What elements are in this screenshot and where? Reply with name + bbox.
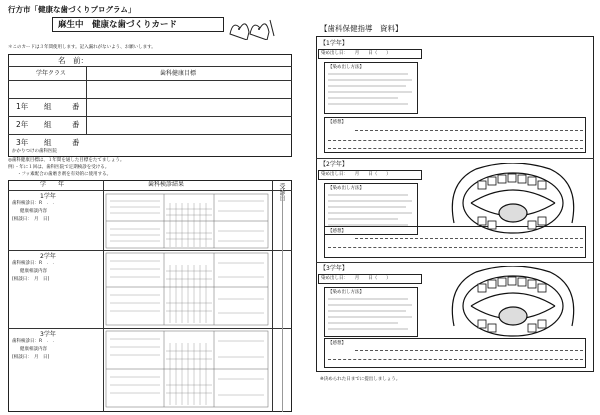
advice-date-2: [相談日： 月 日] bbox=[12, 277, 50, 282]
mouth-diagram-2 bbox=[436, 163, 590, 235]
row-year-2: 2年 bbox=[16, 120, 29, 129]
row-year-1: 1年 bbox=[16, 102, 29, 111]
mouth-diagram-1 bbox=[328, 299, 412, 329]
dye-date-3: 染め出し日： 月 日（ ） bbox=[321, 276, 391, 281]
dye-method-2: 【染め出し方法】 bbox=[328, 186, 364, 191]
exam-date-1: 歯科検診日：R . . bbox=[12, 201, 54, 206]
feedback-box-3 bbox=[324, 338, 586, 368]
row-kumi-3: 組 bbox=[44, 138, 52, 147]
exam-date-3: 歯科検診日：R . . bbox=[12, 339, 54, 344]
card-title-box bbox=[52, 17, 224, 32]
goal-label: 歯科健康目標 bbox=[160, 70, 197, 77]
section-year-2: 【2学年】 bbox=[320, 161, 348, 168]
year-block-label-2: 2学年 bbox=[40, 253, 56, 260]
row-ban-1: 番 bbox=[72, 102, 80, 111]
year-block-label-3: 3学年 bbox=[40, 331, 56, 338]
dye-date-box-3 bbox=[318, 274, 422, 284]
program-title: 行方市「健康な歯づくりプログラム」 bbox=[8, 5, 136, 14]
exam-date-2: 歯科検診日：R . . bbox=[12, 261, 54, 266]
section-year-1: 【1学年】 bbox=[320, 40, 348, 47]
advice-label-2: 健康相談内容 bbox=[20, 269, 47, 274]
instruction-1: ◎歯科健康目標は、１年間を通した目標をたてましょう。 bbox=[8, 158, 125, 163]
method-lines-1 bbox=[326, 72, 418, 112]
usage-note: ＊このカードは３年間使用します。記入漏れがないよう、お願いします。 bbox=[8, 45, 156, 50]
advice-date-1: [相談日： 月 日] bbox=[12, 217, 50, 222]
name-label: 名 前： bbox=[58, 56, 88, 65]
year-block-label-1: 1学年 bbox=[40, 193, 56, 200]
dye-method-3: 【染め出し方法】 bbox=[328, 290, 364, 295]
tooth-mascot-illustration bbox=[226, 14, 276, 40]
advice-date-3: [相談日： 月 日] bbox=[12, 355, 50, 360]
card-title: 麻生中 健康な歯づくりカード bbox=[58, 20, 178, 30]
dye-date-box-1 bbox=[318, 49, 422, 59]
row-ban-3: 番 bbox=[72, 138, 80, 147]
dye-method-1: 【染め出し方法】 bbox=[328, 65, 364, 70]
row-year-3: 3年 bbox=[16, 138, 29, 147]
jushin-header: 受診日 bbox=[278, 183, 285, 201]
row-kumi-1: 組 bbox=[44, 102, 52, 111]
feedback-label-3: 【感想】 bbox=[328, 341, 346, 346]
instruction-2: 例）・年に１回は、歯科医院で定期検診を受ける。 bbox=[8, 165, 110, 170]
section-year-3: 【3学年】 bbox=[320, 265, 348, 272]
submission-note: ※決められた日までに提出しましょう。 bbox=[320, 377, 401, 382]
right-header: 【歯科保健指導 資料】 bbox=[320, 24, 403, 33]
instruction-3: ・フッ素配合の歯磨き剤を有効的に使用する。 bbox=[8, 172, 112, 177]
dye-date-2: 染め出し日： 月 日（ ） bbox=[321, 172, 391, 177]
tooth-chart-grid bbox=[104, 191, 272, 412]
feedback-label-1: 【感想】 bbox=[328, 120, 346, 125]
feedback-label-2: 【感想】 bbox=[328, 229, 346, 234]
dye-date-box-2 bbox=[318, 170, 422, 180]
advice-label-1: 健康相談内容 bbox=[20, 209, 47, 214]
clinic-label: かかりつけの歯科医院 bbox=[12, 149, 57, 154]
results-header: 歯科検診結果 bbox=[148, 181, 185, 188]
gakunen-header: 学 年 bbox=[40, 181, 65, 188]
method-lines-2 bbox=[326, 193, 418, 233]
row-kumi-2: 組 bbox=[44, 120, 52, 129]
advice-label-3: 健康相談内容 bbox=[20, 347, 47, 352]
dye-date-1: 染め出し日： 月 日（ ） bbox=[321, 51, 391, 56]
class-label: 学年クラス bbox=[36, 70, 66, 77]
mouth-diagram-3 bbox=[436, 266, 590, 338]
row-ban-2: 番 bbox=[72, 120, 80, 129]
feedback-box-1 bbox=[324, 117, 586, 153]
method-lines-3 bbox=[326, 297, 418, 335]
